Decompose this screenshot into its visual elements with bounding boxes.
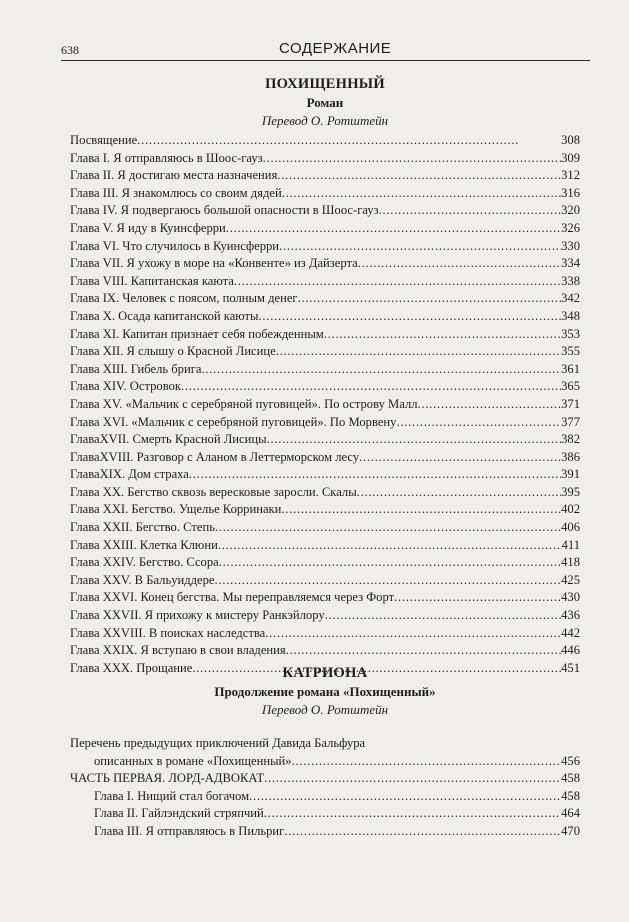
toc-entry-label: ГлаваXIX. Дом страха: [70, 467, 189, 482]
toc-entry-page: 458: [561, 771, 580, 786]
section-title: ПОХИЩЕННЫЙ: [265, 76, 385, 92]
toc-entry[interactable]: [70, 396, 580, 414]
dot-leader: [359, 449, 561, 467]
toc-entry-page: 348: [561, 308, 580, 323]
dot-leader: [219, 554, 561, 572]
toc-entry[interactable]: [70, 185, 580, 203]
toc-entry-label: Глава XX. Бегство сквозь вересковые заросли. Скалы: [70, 484, 357, 499]
dot-leader: [325, 607, 561, 625]
toc-entry-page: 430: [561, 590, 580, 605]
toc-entry-label: Глава XVI. «Мальчик с серебряной пуговицей». По Морвену: [70, 414, 397, 429]
dot-leader: [137, 132, 561, 150]
toc-entry-label: Глава XXX. Прощание: [70, 660, 193, 675]
toc-entry-page: 320: [561, 203, 580, 218]
dot-leader: [264, 770, 561, 788]
toc-entry-label: Глава II. Я достигаю места назначения: [70, 168, 278, 183]
toc-entry-page: 458: [561, 788, 580, 803]
dot-leader: [281, 501, 561, 519]
toc-entry[interactable]: [70, 501, 580, 519]
dot-leader: [279, 238, 561, 256]
toc-entry-label: Глава VII. Я ухожу в море на «Конвенте» из Дайзерта: [70, 256, 358, 271]
toc-entry-page: 464: [561, 806, 580, 821]
toc-entry-page: 371: [561, 396, 580, 411]
toc-entry[interactable]: [70, 554, 580, 572]
toc-entry-page: 309: [561, 150, 580, 165]
toc-entry-label: ЧАСТЬ ПЕРВАЯ. ЛОРД-АДВОКАТ: [70, 771, 265, 786]
toc-list: [70, 735, 580, 841]
toc-entry-label: Глава XXVIII. В поисках наследства: [70, 625, 266, 640]
toc-entry-label: ГлаваXVIII. Разговор с Аланом в Леттерморском лесу: [70, 449, 360, 464]
toc-entry[interactable]: [70, 255, 580, 273]
toc-entry-page: 406: [561, 520, 580, 535]
toc-entry[interactable]: [70, 466, 580, 484]
toc-entry-label: Посвящение: [70, 133, 138, 147]
toc-entry-page: 456: [561, 753, 580, 768]
dot-leader: [276, 343, 561, 361]
dot-leader: [259, 308, 562, 326]
toc-entry-label: Глава XIII. Гибель брига: [70, 361, 202, 376]
toc-entry-label: Глава VIII. Капитанская каюта: [70, 273, 234, 288]
toc-entry[interactable]: [70, 326, 580, 344]
section-translator: Перевод О. Ротштейн: [261, 113, 389, 128]
toc-entry-label: Глава XV. «Мальчик с серебряной пуговицей». По острову Малл: [70, 396, 418, 411]
dot-leader: [215, 572, 562, 590]
toc-entry-page: 395: [561, 484, 580, 499]
toc-entry-label: Глава XXIV. Бегство. Ссора: [70, 555, 219, 570]
toc-list: [70, 132, 580, 677]
section-title: КАТРИОНА: [282, 665, 368, 681]
toc-entry-label: Глава XIV. Островок: [70, 379, 181, 394]
dot-leader: [264, 805, 561, 823]
toc-entry-label: Глава XII. Я слышу о Красной Лисице: [70, 344, 276, 359]
toc-entry[interactable]: [70, 343, 580, 361]
toc-entry[interactable]: [70, 537, 580, 555]
toc-entry[interactable]: [70, 361, 580, 379]
toc-entry-page: 342: [561, 291, 580, 306]
toc-entry[interactable]: [70, 642, 580, 660]
toc-entry-page: 338: [561, 273, 580, 288]
toc-entry-label: Глава XXIX. Я вступаю в свои владения: [70, 643, 286, 658]
toc-entry-label: Глава III. Я отправляюсь в Пильриг: [94, 823, 285, 838]
toc-entry-page: 316: [561, 185, 580, 200]
dot-leader: [357, 484, 561, 502]
dot-leader: [249, 788, 561, 806]
toc-entry-page: 355: [561, 344, 580, 359]
toc-entry-page: 411: [561, 537, 580, 552]
toc-entry-label: Глава V. Я иду в Куинсферри: [70, 220, 226, 235]
dot-leader: [277, 167, 561, 185]
toc-entry[interactable]: [70, 220, 580, 238]
toc-entry-page: 446: [561, 643, 580, 658]
dot-leader: [394, 589, 561, 607]
toc-entry-page: 308: [561, 133, 580, 147]
toc-entry-page: 334: [561, 256, 580, 271]
dot-leader: [298, 290, 562, 308]
header-rule: [61, 60, 590, 61]
dot-leader: [396, 414, 561, 432]
dot-leader: [226, 220, 561, 238]
dot-leader: [189, 466, 561, 484]
toc-entry[interactable]: [70, 308, 580, 326]
toc-entry-page: 470: [561, 823, 580, 838]
toc-entry-part[interactable]: [70, 770, 580, 788]
dot-leader: [358, 255, 561, 273]
toc-entry-page: 442: [561, 625, 580, 640]
toc-entry-label: Глава I. Нищий стал богачом: [94, 788, 250, 803]
toc-entry[interactable]: [70, 167, 580, 185]
dot-leader: [267, 431, 562, 449]
toc-entry[interactable]: [70, 238, 580, 256]
toc-entry-page: 402: [561, 502, 580, 517]
toc-entry[interactable]: [70, 202, 580, 220]
dot-leader: [181, 378, 561, 396]
dot-leader: [234, 273, 561, 291]
toc-entry[interactable]: [70, 572, 580, 590]
toc-entry-page: 330: [561, 238, 580, 253]
toc-entry-intro-line1: [70, 735, 580, 753]
toc-entry-label: Глава IX. Человек с поясом, полным денег: [70, 291, 298, 306]
toc-entry[interactable]: [70, 788, 580, 806]
toc-entry-label: Глава II. Гайлэндский стряпчий: [94, 806, 264, 821]
running-title: СОДЕРЖАНИЕ: [279, 40, 392, 57]
toc-entry-label: Глава XXIII. Клетка Клюни: [70, 537, 218, 552]
toc-entry-label: Глава III. Я знакомлюсь со своим дядей: [70, 185, 282, 200]
toc-entry-page: 312: [561, 168, 580, 183]
section-subtitle: Продолжение романа «Похищенный»: [214, 684, 436, 699]
toc-entry-intro[interactable]: [70, 753, 580, 771]
toc-entry[interactable]: [70, 805, 580, 823]
toc-entry[interactable]: [70, 431, 580, 449]
toc-entry-label: Глава I. Я отправляюсь в Шоос-гауз: [70, 150, 263, 165]
toc-entry[interactable]: [70, 589, 580, 607]
dot-leader: [218, 537, 562, 555]
toc-entry-page: 425: [561, 572, 580, 587]
toc-entry[interactable]: [70, 625, 580, 643]
dot-leader: [201, 361, 561, 379]
toc-entry[interactable]: [70, 290, 580, 308]
dot-leader: [265, 625, 561, 643]
toc-entry-page: 382: [561, 432, 580, 447]
toc-entry-label: Глава XXI. Бегство. Ущелье Корринаки: [70, 502, 282, 517]
toc-entry-label: Глава XXVII. Я прихожу к мистеру Ранкэйлору: [70, 608, 325, 623]
toc-entry-label: Перечень предыдущих приключений Давида Бальфура: [70, 736, 366, 750]
toc-entry[interactable]: [70, 519, 580, 537]
toc-entry[interactable]: [70, 378, 580, 396]
toc-entry-page: 365: [561, 379, 580, 394]
toc-entry[interactable]: [70, 823, 580, 841]
toc-entry[interactable]: [70, 607, 580, 625]
toc-entry-label: Глава VI. Что случилось в Куинсферри: [70, 238, 280, 253]
toc-entry-label: Глава XXVI. Конец бегства. Мы переправляемся через Форт: [70, 590, 395, 605]
dot-leader: [324, 326, 561, 344]
section-subtitle: Роман: [306, 95, 344, 110]
toc-entry-page: 451: [561, 660, 580, 675]
toc-entry-label: Глава IV. Я подвергаюсь большой опасности в Шоос-гауз: [70, 203, 379, 218]
toc-entry-page: 436: [561, 608, 580, 623]
dot-leader: [286, 642, 561, 660]
toc-entry-label: описанных в романе «Похищенный»: [94, 753, 292, 768]
toc-entry-label: Глава XXV. В Бальуиддере: [70, 572, 215, 587]
toc-entry-page: 361: [561, 361, 580, 376]
toc-entry[interactable]: [70, 414, 580, 432]
dot-leader: [418, 396, 562, 414]
dot-leader: [379, 202, 562, 220]
dot-leader: [215, 519, 561, 537]
toc-entry[interactable]: [70, 484, 580, 502]
page-number: 638: [61, 43, 79, 57]
toc-entry-page: 326: [561, 220, 580, 235]
toc-entry-page: 386: [561, 449, 580, 464]
toc-entry-label: Глава XI. Капитан признает себя побежденным: [70, 326, 324, 341]
toc-entry[interactable]: [70, 273, 580, 291]
dot-leader: [284, 823, 561, 841]
toc-entry[interactable]: [70, 132, 580, 150]
toc-entry-page: 377: [561, 414, 580, 429]
dot-leader: [263, 150, 561, 168]
dot-leader: [292, 753, 562, 771]
toc-entry-label: Глава X. Осада капитанской каюты: [70, 308, 259, 323]
toc-entry-label: ГлаваXVII. Смерть Красной Лисицы: [70, 432, 267, 447]
toc-entry-page: 353: [561, 326, 580, 341]
toc-entry[interactable]: [70, 449, 580, 467]
toc-entry-label: Глава XXII. Бегство. Степь: [70, 520, 215, 535]
toc-entry[interactable]: [70, 150, 580, 168]
dot-leader: [282, 185, 561, 203]
toc-entry-page: 418: [561, 555, 580, 570]
section-translator: Перевод О. Ротштейн: [261, 702, 389, 717]
toc-entry-page: 391: [561, 467, 580, 482]
